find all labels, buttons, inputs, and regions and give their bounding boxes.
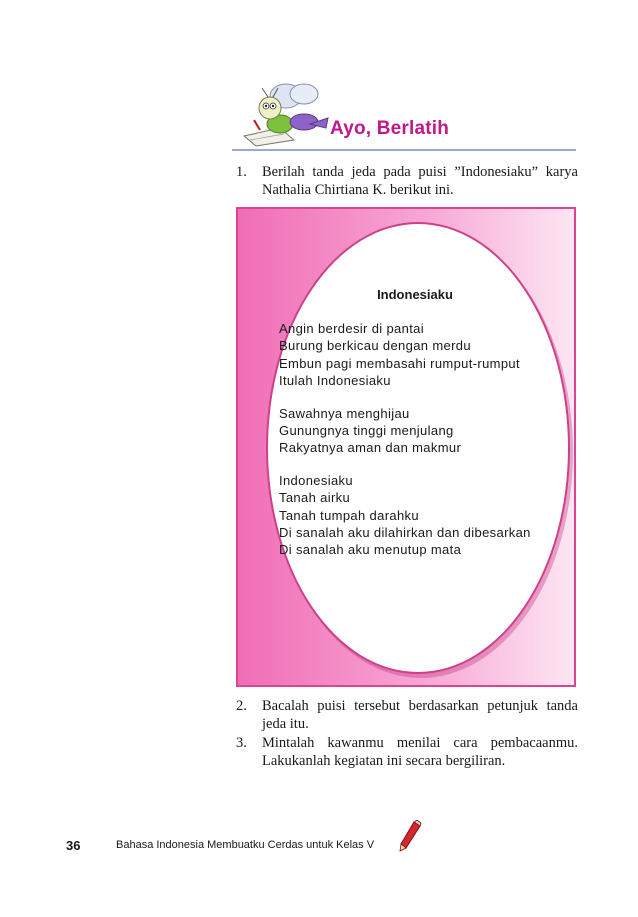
poem-line: Embun pagi membasahi rumput-rumput (279, 355, 520, 371)
poem-body (279, 320, 569, 574)
book-title: Bahasa Indonesia Membuatku Cerdas untuk Kelas V (116, 839, 375, 851)
title-underline (232, 149, 576, 151)
instruction-text: Berilah tanda jeda pada puisi ”Indonesiaku” karya Nathalia Chirtiana K. berikut ini. (262, 164, 578, 198)
poem-line: Tanah airku (279, 490, 351, 506)
instruction-number: 3. (236, 735, 247, 751)
poem-line: Indonesiaku (279, 472, 353, 488)
poem-line: Gunungnya tinggi menjulang (279, 423, 454, 439)
pencil-icon (398, 820, 422, 852)
section-title: Ayo, Berlatih (330, 118, 450, 139)
instruction-item-2 (236, 697, 578, 733)
poem-stanza-3 (279, 472, 569, 559)
instruction-text: Bacalah puisi tersebut berdasarkan petunjuk tanda jeda itu. (262, 698, 578, 732)
poem-line: Angin berdesir di pantai (279, 321, 424, 336)
poem-stanza-2 (279, 405, 569, 457)
fly-reading-icon (240, 82, 332, 148)
poem-line: Itulah Indonesiaku (279, 373, 391, 389)
poem-line: Tanah tumpah darahku (279, 507, 419, 523)
poem-stanza-1 (279, 320, 569, 390)
poem-line: Di sanalah aku dilahirkan dan dibesarkan (279, 525, 531, 541)
instruction-text: Mintalah kawanmu menilai cara pembacaanmu. Lakukanlah kegiatan ini secara bergiliran. (262, 735, 578, 769)
poem-line: Di sanalah aku menutup mata (279, 542, 462, 558)
page-number: 36 (66, 838, 81, 853)
poem-title: Indonesiaku (377, 287, 453, 302)
instruction-item-3 (236, 734, 578, 770)
poem-line: Rakyatnya aman dan makmur (279, 440, 462, 456)
poem-line: Burung berkicau dengan merdu (279, 338, 471, 354)
poem-line: Sawahnya menghijau (279, 405, 410, 421)
instruction-item-1 (236, 163, 578, 199)
instruction-number: 1. (236, 164, 247, 180)
instruction-number: 2. (236, 698, 247, 714)
